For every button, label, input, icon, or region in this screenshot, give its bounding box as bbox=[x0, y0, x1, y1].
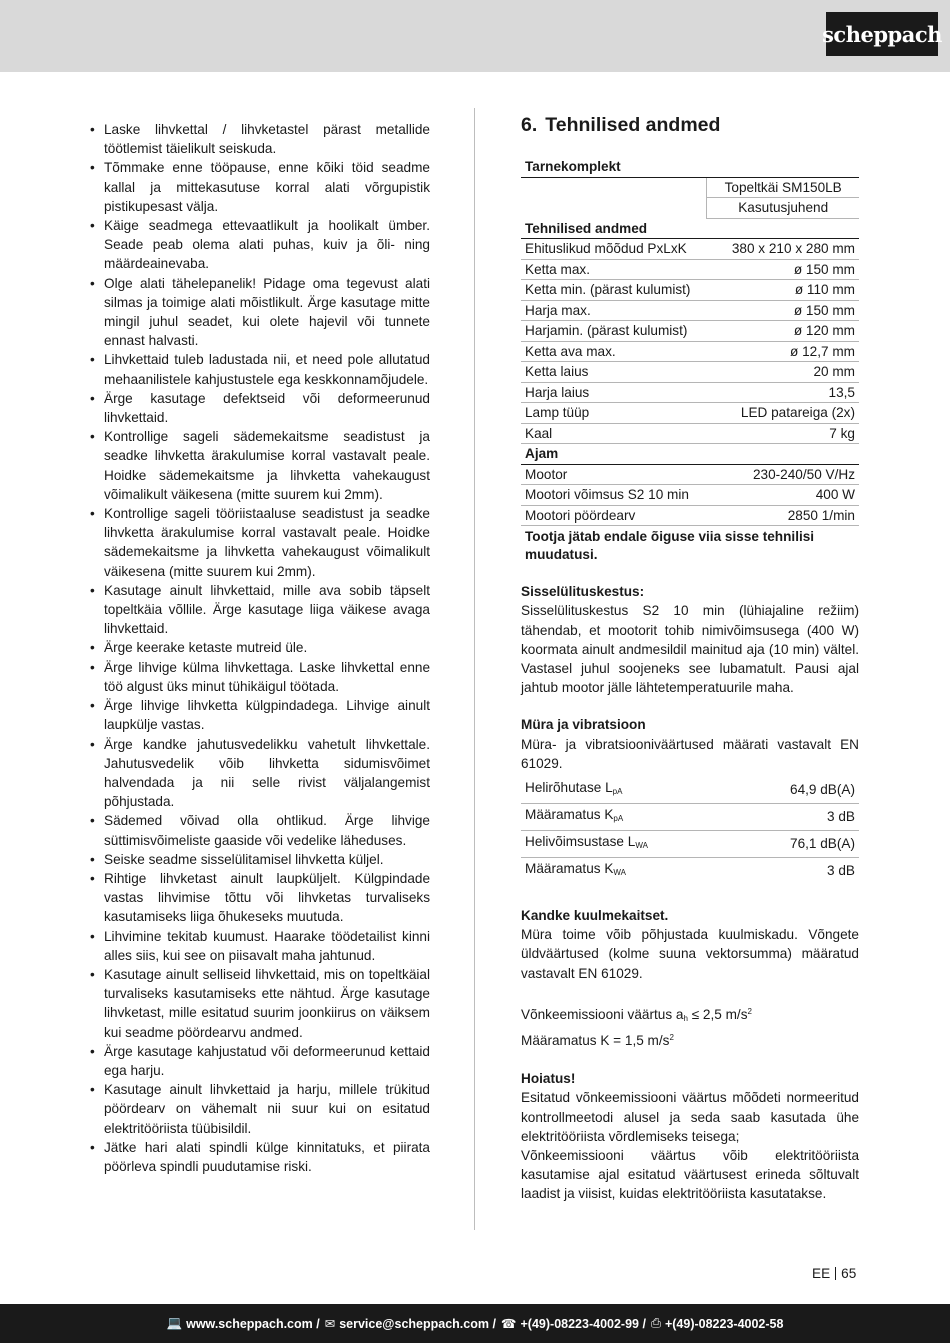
tech-heading: Tehnilised andmed bbox=[521, 218, 859, 239]
noise-label-sub: WA bbox=[613, 868, 626, 878]
spec-label: Harja max. bbox=[521, 300, 707, 321]
noise-label-text: Helivõimsustase L bbox=[525, 834, 636, 850]
list-item: • Sädemed võivad olla ohtlikud. Ärge lihvige süttimisvõimeliste gaaside või vedelike läheduses. bbox=[88, 811, 430, 849]
vibration-text-post: ≤ 2,5 m/s bbox=[687, 1006, 748, 1022]
uncertainty-sup: 2 bbox=[669, 1033, 674, 1043]
vibration-sup: 2 bbox=[747, 1006, 752, 1016]
noise-label-text: Määramatus K bbox=[525, 807, 614, 823]
table-row bbox=[521, 218, 859, 239]
page-number bbox=[812, 1266, 856, 1281]
duty-heading: Sisselülituskestus: bbox=[521, 584, 645, 600]
spec-value: ø 150 mm bbox=[707, 259, 859, 280]
table-row bbox=[521, 157, 859, 177]
noise-label bbox=[521, 831, 738, 858]
phone-icon: ☎ bbox=[500, 1317, 517, 1331]
spec-value: ø 150 mm bbox=[707, 300, 859, 321]
footer-email[interactable]: service@scheppach.com / bbox=[339, 1316, 496, 1331]
logo-text: scheppach bbox=[822, 21, 942, 47]
noise-label bbox=[521, 858, 738, 885]
vibration-text: Võnkeemissiooni väärtus a bbox=[521, 1006, 684, 1022]
noise-label-text: Helirõhutase L bbox=[525, 780, 613, 796]
footer-fax[interactable]: +(49)-08223-4002-58 bbox=[664, 1316, 784, 1331]
table-row bbox=[521, 485, 859, 506]
duty-text: Sisselülituskestus S2 10 min (lühiajaline režiim) tähendab, et mootorit tohib nimivõimsusega (400 W) koormata ainult andmesildil mainitud aja (10 min) vältel. Vastasel juhul soojeneks see lubamatult. Pausi ajal jahtub mootor jälle lähtetemperatuurile maha. bbox=[521, 603, 859, 696]
list-item: • Kontrollige sageli tööriistaaluse seadistust ja seadke lihvketta ärakulumise korral vastavalt peale. Hoidke sädemekaitsme ja lihvketta vahekaugust võimalikult väikesena (mitte suurem kui 2mm). bbox=[88, 504, 430, 581]
page-number-divider bbox=[835, 1267, 836, 1280]
noise-heading: Müra ja vibratsioon bbox=[521, 717, 646, 733]
warning-text-1: Esitatud võnkeemissiooni väärtus mõõdeti normeeritud kontrollmeetodi alusel ja seda saab kasutada ühe elektritööriista võrdlemiseks teisega; bbox=[521, 1090, 859, 1144]
section-title bbox=[521, 116, 859, 135]
vibration-uncertainty bbox=[521, 1028, 859, 1050]
spec-value: 230-240/50 V/Hz bbox=[707, 464, 859, 485]
uncertainty-text: Määramatus K = 1,5 m/s bbox=[521, 1033, 670, 1049]
spec-label: Mootor bbox=[521, 464, 707, 485]
spec-label: Ketta min. (pärast kulumist) bbox=[521, 280, 707, 301]
spec-label: Ketta max. bbox=[521, 259, 707, 280]
list-item: • Kontrollige sageli sädemekaitsme seadistust ja seadke lihvketta ärakulumise korral vastavalt peale. Hoidke sädemekaitsme ja lihvketta vahekaugust võimalikult väikesena (mitte suurem kui 2mm). bbox=[88, 427, 430, 504]
warning-text-2: Võnkeemissiooni väärtus võib elektritööriista kasutamise ajal esitatud väärtusest erineda sõltuvalt laadist ja viisist, kuidas elektritööriista kasutatakse. bbox=[521, 1148, 859, 1202]
noise-label bbox=[521, 804, 738, 831]
noise-value: 3 dB bbox=[827, 863, 855, 879]
spec-table bbox=[521, 157, 859, 564]
table-row bbox=[521, 362, 859, 383]
page-lang: EE bbox=[812, 1266, 831, 1281]
spec-value: 13,5 bbox=[707, 382, 859, 403]
safety-bullet-list bbox=[88, 120, 430, 1176]
list-item: • Lihvkettaid tuleb ladustada nii, et need pole allutatud mehaanilistele kahjustustele ega keskkonnamõjudele. bbox=[88, 350, 430, 388]
list-item: • Kasutage ainult lihvkettaid ja harju, millele trükitud pöördearv on vähemalt nii suur kui on esitatud elektritööriista tüübisildil. bbox=[88, 1080, 430, 1138]
list-item: • Kasutage ainult lihvkettaid, mille ava sobib täpselt topeltkäia võllile. Ärge kasutage liiga väikese avaga lihvkettaid. bbox=[88, 581, 430, 639]
spec-value: LED patareiga (2x) bbox=[707, 403, 859, 424]
footer-bar bbox=[0, 1304, 950, 1343]
spec-label: Harja laius bbox=[521, 382, 707, 403]
list-item: • Ärge kandke jahutusvedelikku vahetult lihvkettale. Jahutusvedelik võib lihvketta sidumisvõimet halvendada ja nii selle rivist väljalangemist põhjustada. bbox=[88, 735, 430, 812]
table-row bbox=[521, 526, 859, 565]
table-row bbox=[521, 239, 859, 260]
technical-data-section bbox=[521, 116, 859, 1204]
table-row bbox=[521, 858, 859, 885]
noise-value: 3 dB bbox=[738, 804, 859, 831]
spec-label: Mootori pöördearv bbox=[521, 505, 707, 526]
list-item: • Kasutage ainult selliseid lihvkettaid, mis on topeltkäial turvaliseks kasutamiseks ette nähtud. Ärge kasutage lihvketast, mille esitatud suurim joonkiirus on väiksem kui seadme pöördearvu andmed. bbox=[88, 965, 430, 1042]
noise-value: 64,9 dB(A) bbox=[738, 777, 859, 804]
table-row bbox=[521, 382, 859, 403]
table-row bbox=[521, 341, 859, 362]
list-item: • Ärge lihvige lihvketta külgpindadega. Lihvige ainult laupkülje vastas. bbox=[88, 696, 430, 734]
section-title-text: Tehnilised andmed bbox=[545, 114, 721, 136]
table-row bbox=[521, 505, 859, 526]
spec-value: ø 120 mm bbox=[707, 321, 859, 342]
spec-label: Harjamin. (pärast kulumist) bbox=[521, 321, 707, 342]
section-number: 6. bbox=[521, 114, 538, 136]
list-item: • Ärge lihvige külma lihvkettaga. Laske lihvkettal enne töö algust üks minut tühikäigul töötada. bbox=[88, 658, 430, 696]
noise-label-sub: pA bbox=[613, 814, 624, 824]
table-row bbox=[521, 300, 859, 321]
footer-phone[interactable]: +(49)-08223-4002-99 / bbox=[520, 1316, 646, 1331]
ear-protection-text: Müra toime võib põhjustada kuulmiskadu. Võngete üldväärtused (kolme suuna vektorsumma) määratud vastavalt EN 61029. bbox=[521, 927, 859, 981]
spec-label: Ketta laius bbox=[521, 362, 707, 383]
list-item: • Laske lihvkettal / lihvketastel pärast metallide töötlemist täielikult seiskuda. bbox=[88, 120, 430, 158]
noise-label bbox=[521, 777, 738, 804]
table-row bbox=[521, 198, 859, 219]
table-row bbox=[521, 464, 859, 485]
scheppach-logo bbox=[822, 12, 942, 56]
spec-value: 380 x 210 x 280 mm bbox=[707, 239, 859, 260]
spec-value: ø 110 mm bbox=[707, 280, 859, 301]
fax-icon: ⎙ bbox=[650, 1316, 661, 1330]
table-row bbox=[521, 403, 859, 424]
noise-label-sub: WA bbox=[635, 841, 648, 851]
column-divider bbox=[474, 108, 475, 1230]
list-item: • Ärge kasutage kahjustatud või deformeerunud kettaid ega harju. bbox=[88, 1042, 430, 1080]
table-row bbox=[521, 423, 859, 444]
spec-value: 2850 1/min bbox=[707, 505, 859, 526]
ear-protection-heading: Kandke kuulmekaitset. bbox=[521, 908, 669, 924]
table-row bbox=[521, 831, 859, 858]
spec-label: Lamp tüüp bbox=[521, 403, 707, 424]
spec-value: 400 W bbox=[707, 485, 859, 506]
delivery-item: Topeltkäi SM150LB bbox=[707, 177, 859, 198]
vibration-value bbox=[521, 1002, 859, 1028]
header-band bbox=[0, 0, 950, 72]
list-item: • Jätke hari alati spindli külge kinnitatuks, et piirata pöörleva spindli puudutamise riski. bbox=[88, 1138, 430, 1176]
computer-icon: 💻 bbox=[166, 1316, 183, 1330]
noise-label-text: Määramatus K bbox=[525, 861, 614, 877]
list-item: • Tõmmake enne tööpause, enne kõiki töid seadme kallal ja mittekasutuse korral alati võrgupistik pistikupesast välja. bbox=[88, 158, 430, 216]
table-row bbox=[521, 177, 859, 198]
page-number-value: 65 bbox=[841, 1266, 857, 1281]
vibration-sub: h bbox=[683, 1013, 688, 1023]
drive-heading: Ajam bbox=[521, 444, 859, 465]
spec-value: 20 mm bbox=[707, 362, 859, 383]
spec-value: 7 kg bbox=[707, 423, 859, 444]
list-item: • Käige seadmega ettevaatlikult ja hoolikalt ümber. Seade peab olema alati puhas, kuiv ja õli- ning määrdeainevaba. bbox=[88, 216, 430, 274]
spec-value: ø 12,7 mm bbox=[707, 341, 859, 362]
table-row bbox=[521, 444, 859, 465]
spec-label: Ehituslikud mõõdud PxLxK bbox=[521, 239, 707, 260]
list-item: • Rihtige lihvketast ainult laupküljelt. Külgpindade vastas lihvimise tõttu või lihvketas turvaliseks kasutamiseks liiga õhukeseks muutuda. bbox=[88, 869, 430, 927]
list-item: • Ärge kasutage defektseid või deformeerunud lihvkettaid. bbox=[88, 389, 430, 427]
warning-heading: Hoiatus! bbox=[521, 1071, 576, 1087]
noise-label-sub: pA bbox=[612, 787, 623, 797]
list-item: • Lihvimine tekitab kuumust. Haarake töödetailist kinni alles siis, kui see on piisavalt maha jahtunud. bbox=[88, 927, 430, 965]
list-item: • Olge alati tähelepanelik! Pidage oma tegevust alati silmas ja toimige alati mõistlikult. Ärge kasutage mitte mingil juhul seadet, kui olete hajevil või tunnete ennast halvasti. bbox=[88, 274, 430, 351]
footer-web[interactable]: www.scheppach.com / bbox=[186, 1316, 320, 1331]
list-item: • Seiske seadme sisselülitamisel lihvketta küljel. bbox=[88, 850, 430, 869]
noise-intro: Müra- ja vibratsiooniväärtused määrati vastavalt EN 61029. bbox=[521, 736, 859, 771]
table-row bbox=[521, 804, 859, 831]
table-row bbox=[521, 777, 859, 804]
noise-value: 76,1 dB(A) bbox=[738, 831, 859, 858]
table-row bbox=[521, 321, 859, 342]
delivery-heading: Tarnekomplekt bbox=[521, 157, 859, 177]
delivery-item: Kasutusjuhend bbox=[707, 198, 859, 219]
table-row bbox=[521, 259, 859, 280]
email-icon: ✉ bbox=[324, 1317, 336, 1331]
list-item: • Ärge keerake ketaste mutreid üle. bbox=[88, 638, 430, 657]
spec-label: Ketta ava max. bbox=[521, 341, 707, 362]
spec-label: Kaal bbox=[521, 423, 707, 444]
spec-label: Mootori võimsus S2 10 min bbox=[521, 485, 707, 506]
noise-table bbox=[521, 777, 859, 884]
table-row bbox=[521, 280, 859, 301]
technical-change-note: Tootja jätab endale õiguse viia sisse tehnilisi muudatusi. bbox=[525, 529, 815, 562]
